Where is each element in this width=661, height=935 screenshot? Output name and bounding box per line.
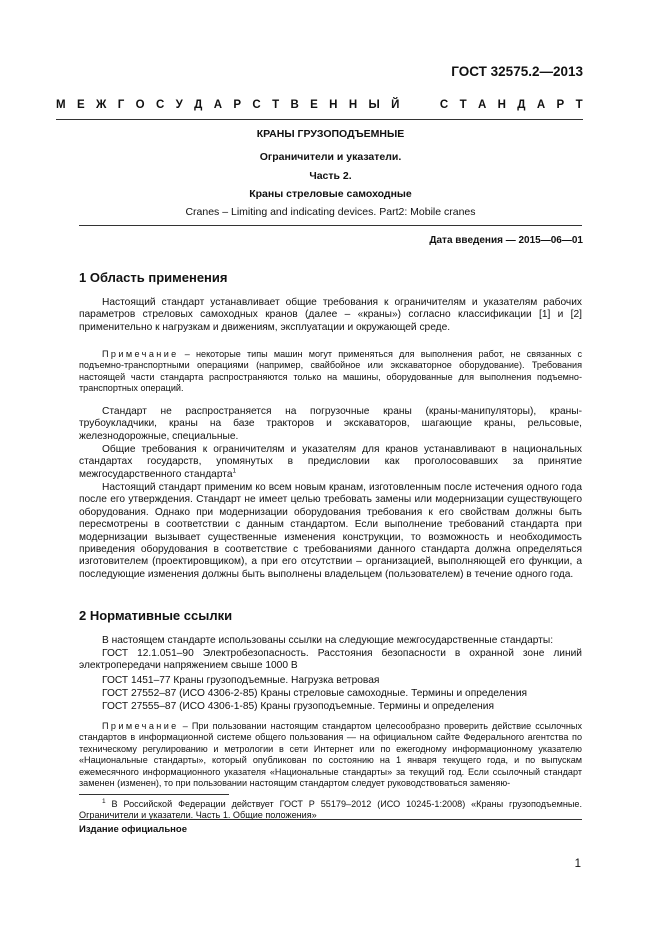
title-main: КРАНЫ ГРУЗОПОДЪЕМНЫЕ — [256, 128, 405, 140]
banner-letter: Е — [310, 99, 318, 111]
title-english: Cranes – Limiting and indicating devices. Part2: Mobile cranes — [185, 206, 476, 218]
reference-gost-27552: ГОСТ 27552–87 (ИСО 4306-2-85) Краны стреловые самоходные. Термины и определения — [102, 688, 528, 699]
banner-letter: Й — [391, 99, 400, 111]
reference-gost-27555: ГОСТ 27555–87 (ИСО 4306-1-85) Краны грузоподъемные. Термины и определения — [102, 701, 494, 712]
banner-letter: Е — [76, 99, 85, 111]
banner-letter: Д — [194, 99, 203, 111]
banner-letter: Т — [575, 99, 583, 111]
title-subtitle: Ограничители и указатели. — [259, 151, 402, 163]
section-2-note: Примечание – При пользовании настоящим стандартом целесообразно проверить действие ссылочных стандартов в информационной системе общего пользования — на официальном сайте Федерального агентства по техническому регулированию и метрологии в сети Интернет или по ежегодному информационному указателю «Национальные стандарты», который опубликован по состоянию на 1 января текущего года, и по выпускам ежемесячного информационного указателя «Национальные стандарты» за текущий год. Если ссылочный стандарт заменен (изменен), то при пользовании настоящим стандартом следует руководствоваться заменяю- — [79, 721, 582, 789]
section-1-paragraph-2: Стандарт не распространяется на погрузочные краны (краны-манипуляторы), краны-трубоукладчики, краны на базе тракторов и экскаваторов, шагающие краны, рельсовые, железнодорожные, специальные. — [79, 406, 582, 442]
banner-letter: Г — [117, 99, 125, 111]
title-part-name: Краны стреловые самоходные — [249, 188, 412, 200]
reference-gost-1451: ГОСТ 1451–77 Краны грузоподъемные. Нагрузка ветровая — [102, 675, 380, 686]
section-1-note: Примечание – некоторые типы машин могут применяться для выполнения работ, не связанных с подъемно-транспортными операциями (например, свайбойное или экскаваторное оборудование). Требования настоящей части стандарта распространяются только на машины, оборудованные для выполнения подъемно-транспортных операций. — [79, 349, 582, 394]
banner-letter: М — [56, 99, 66, 111]
edition-label: Издание официальное — [79, 824, 187, 835]
banner-letter: Ы — [368, 99, 380, 111]
banner-letter: Т — [272, 99, 280, 111]
footnote-rule — [79, 794, 229, 795]
page-number: 1 — [574, 858, 581, 870]
standard-code: ГОСТ 32575.2—2013 — [451, 64, 583, 79]
interstate-standard-banner — [56, 99, 583, 111]
title-rule — [79, 225, 582, 226]
footnote-ref: 1 — [232, 467, 237, 475]
footnote-mark: 1 — [102, 797, 106, 805]
section-2-intro: В настоящем стандарте использованы ссылки на следующие межгосударственные стандарты: — [102, 635, 554, 646]
banner-letter: Т — [459, 99, 467, 111]
section-1-paragraph-1: Настоящий стандарт устанавливает общие требования к ограничителям и указателям рабочих параметров стреловых самоходных кранов (далее – «краны») согласно классификации [1] и [2] применительно к нагрузкам и движениям, эксплуатации и окружающей среде. — [79, 297, 582, 333]
banner-letter: Р — [233, 99, 242, 111]
title-part: Часть 2. — [309, 170, 352, 182]
banner-letter: В — [290, 99, 299, 111]
banner-letter: С — [252, 99, 261, 111]
section-1-heading: 1 Область применения — [79, 270, 228, 285]
banner-letter: Н — [497, 99, 506, 111]
banner-letter: С — [155, 99, 165, 111]
banner-letter: О — [135, 99, 145, 111]
banner-letter — [411, 99, 414, 111]
banner-letter: У — [175, 99, 183, 111]
banner-letter: А — [477, 99, 487, 111]
footnote: $^1$ В Российской Федерации действует ГОСТ Р 55179–2012 (ИСО 10245-1:2008) «Краны грузоподъемные. Ограничители и указатели. Часть 1. Общие положения» — [79, 797, 582, 821]
banner-letter: А — [536, 99, 546, 111]
section-1-paragraph-4: Настоящий стандарт применим ко всем новым кранам, изготовленным после истечения одного года после его утверждения. Стандарт не имеет целью требовать замены или модернизации существующего оборудования. Однако при модернизации оборудования требования к его свойствам должны быть пересмотрены в соответствии с данным стандартом. Если выполнение требований стандарта при модернизации вызывает существенные изменения конструкции, то возможность и необходимость приведения оборудования в соответствие с требованиями данного стандарта должна определяться изготовителем (проектировщиком), а при его отсутствии – организацией, выполняющей его функции, а последующие изменения должны быть выполнены владельцем (пользователем) в течение одного года. — [79, 482, 582, 580]
banner-letter: С — [439, 99, 449, 111]
banner-letter: Д — [517, 99, 526, 111]
banner-letter — [425, 99, 428, 111]
banner-rule — [56, 119, 583, 120]
introduction-date: Дата введения — 2015—06—01 — [429, 235, 583, 246]
banner-letter: Н — [348, 99, 358, 111]
banner-letter: Н — [329, 99, 338, 111]
reference-gost-12-1-051: ГОСТ 12.1.051–90 Электробезопасность. Расстояния безопасности в охранной зоне линий электропередачи напряжением свыше 1000 В — [79, 648, 582, 672]
section-2-heading: 2 Нормативные ссылки — [79, 608, 233, 623]
banner-letter: А — [213, 99, 223, 111]
edition-rule — [79, 819, 582, 820]
banner-letter: Ж — [95, 99, 107, 111]
section-1-paragraph-3: Общие требования к ограничителям и указателям для кранов устанавливают в национальных стандартах государств, упомянутых в предисловии как проголосовавших за принятие межгосударственного стандарта$^1$ — [79, 444, 582, 480]
banner-letter: Р — [556, 99, 565, 111]
